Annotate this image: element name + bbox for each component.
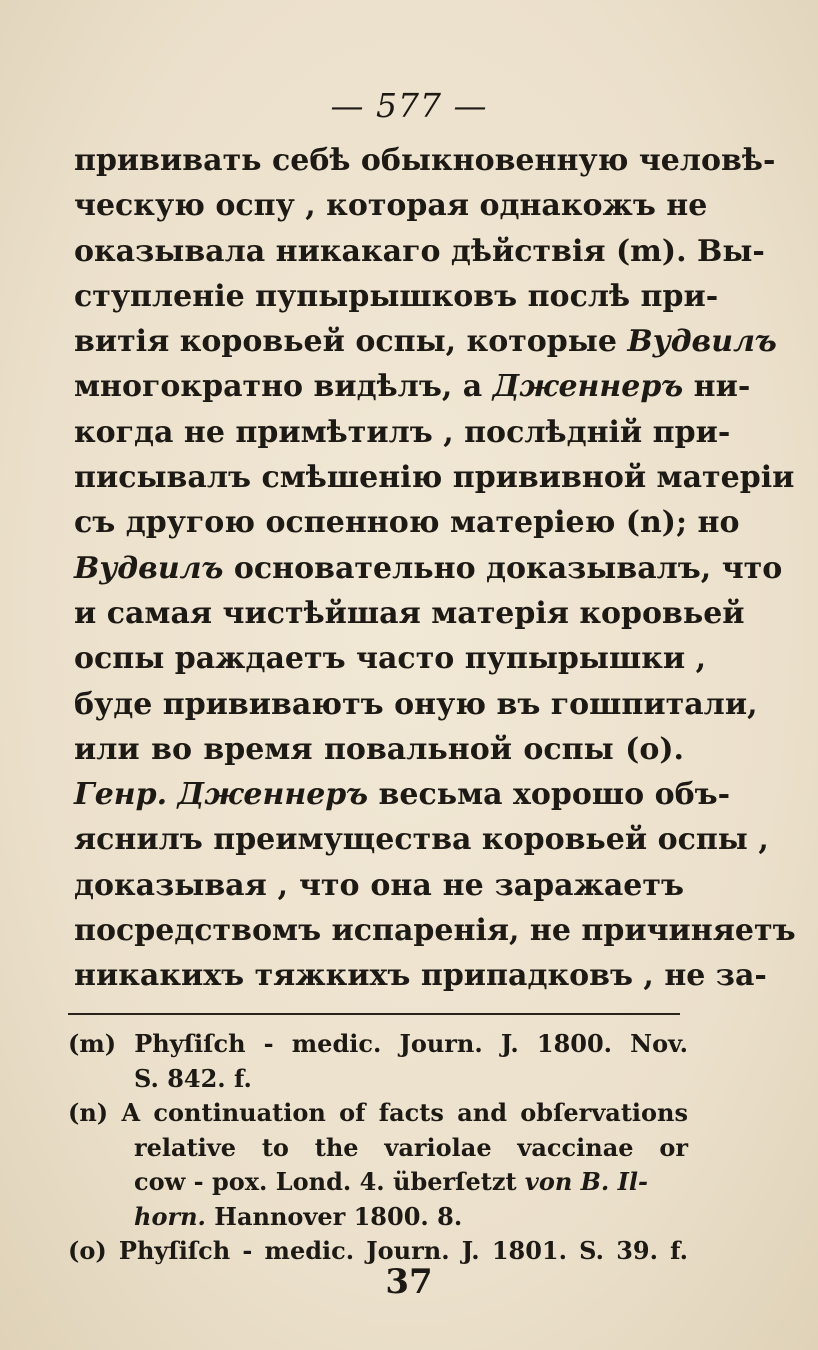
text-line-5: [74, 319, 777, 364]
text-line-7: когда не примѣтилъ , послѣдній при-: [74, 414, 731, 450]
text-line-11: и самая чистѣйшая матерія коровьей: [74, 595, 745, 631]
text-line-14: или во время повальной оспы (o).: [74, 731, 684, 767]
italic-name: Дженнеръ: [492, 369, 684, 405]
footnote-m-line-2: S. 842. f.: [134, 1063, 252, 1093]
main-text: [74, 138, 796, 999]
text-line-13: буде прививаютъ оную въ гошпитали,: [74, 686, 758, 722]
footnote-n-line-4: [68, 1200, 688, 1235]
text-span: основательно доказывалъ, что: [223, 550, 783, 586]
text-line-12: оспы раждаетъ часто пупырышки ,: [74, 641, 707, 677]
italic-text: horn.: [134, 1201, 206, 1231]
italic-name: Вудвилъ: [627, 324, 777, 360]
text-line-18: посредствомъ испаренія, не причиняетъ: [74, 913, 796, 949]
italic-name: Генр. Дженнеръ: [74, 777, 369, 813]
text-line-3: оказывала никакаго дѣйствія (m). Вы-: [74, 233, 765, 269]
page-number-header: — 577 —: [330, 86, 488, 125]
text-line-8: писывалъ смѣшенію прививной матеріи: [74, 460, 795, 496]
text-line-6: [74, 364, 751, 409]
text-line-19: никакихъ тяжкихъ припадковъ , не за-: [74, 958, 767, 994]
text-line-15: [74, 772, 731, 817]
text-line-16: яснилъ преимущества коровьей оспы ,: [74, 822, 769, 858]
italic-text: von B. Il-: [524, 1167, 648, 1196]
text-line-17: доказывая , что она не заражаетъ: [74, 867, 684, 903]
italic-name: Вудвилъ: [74, 550, 224, 586]
footnote-n-line-1: (n) A continuation of facts and obſervations: [68, 1098, 688, 1127]
footnote-o-line-1: (o) Phyſiſch - medic. Journ. J. 1801. S. 39. f.: [68, 1236, 688, 1265]
text-span: многократно видѣлъ, а: [74, 369, 493, 405]
signature-mark: 37: [385, 1262, 433, 1302]
text-span: ни-: [683, 369, 751, 405]
text-span: витія коровьей оспы, которые: [74, 324, 628, 360]
text-line-2: ческую оспу , которая однакожъ не: [74, 188, 708, 224]
footnotes: [68, 1027, 688, 1269]
text-span: Hannover 1800. 8.: [205, 1201, 463, 1231]
footnote-divider: [68, 1013, 680, 1015]
text-line-9: съ другою оспенною матеріею (n); но: [74, 505, 740, 541]
footnote-m-line-1: (m) Phyſiſch - medic. Journ. J. 1800. Nov.: [68, 1029, 688, 1058]
text-line-4: ступленіе пупырышковъ послѣ при-: [74, 278, 719, 314]
text-line-10: [74, 546, 783, 591]
footnote-n-line-2: relative to the variolae vaccinae or: [134, 1132, 688, 1162]
footnote-n-line-3: [68, 1165, 688, 1200]
text-span: cow - pox. Lond. 4. überſetzt: [134, 1167, 525, 1196]
text-line-1: прививать себѣ обыкновенную человѣ-: [74, 143, 776, 178]
text-span: весьма хорошо объ-: [368, 777, 731, 813]
